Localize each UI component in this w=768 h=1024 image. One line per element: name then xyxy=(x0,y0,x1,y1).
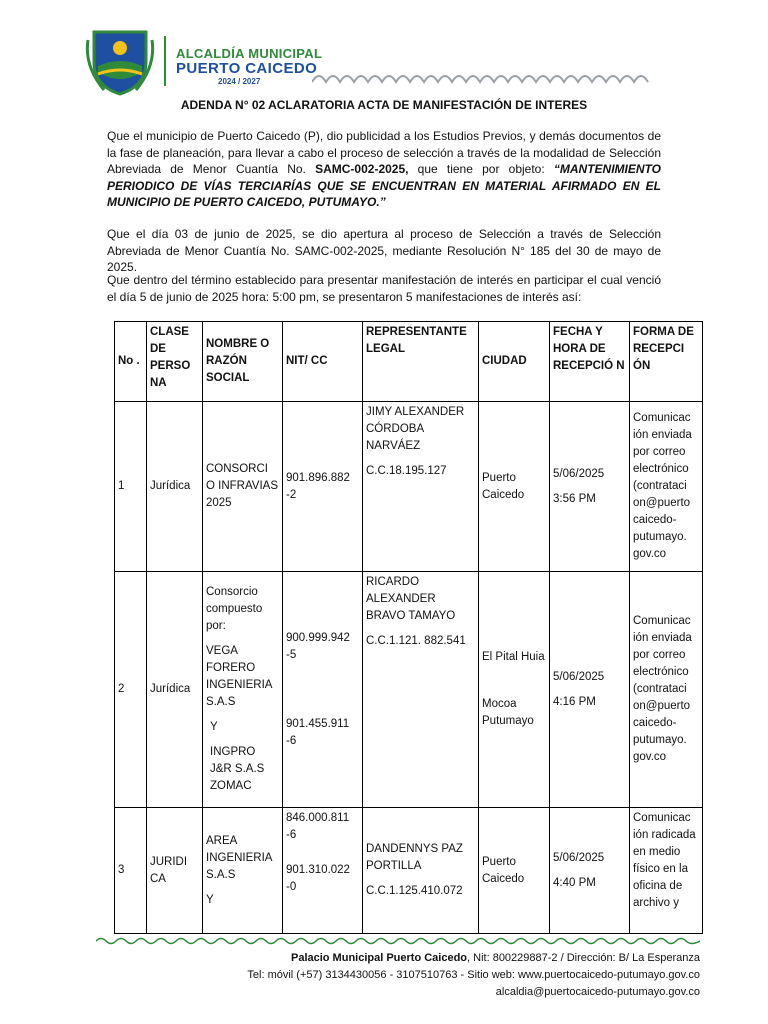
rep-name: DANDENNYS PAZ PORTILLA xyxy=(366,843,463,872)
cell-forma: Comunicac ión enviada por correo electrónico (contrataci on@puerto caicedo-putumayo. gov.co xyxy=(630,572,703,808)
contract-object: “MANTENIMIENTO PERIODICO DE VÍAS TERCIARÍAS QUE SE ENCUENTRAN EN MATERIAL AFIRMADO EN EL MUNICIPIO DE PUERTO CAICEDO, PUTUMAYO.” xyxy=(107,162,661,209)
nit-line: 901.455.911 -6 xyxy=(286,717,350,747)
cell-ciudad xyxy=(479,808,550,934)
header-no: No . xyxy=(115,322,147,402)
cell-forma: Comunicac ión radicada en medio físico en la oficina de archivo y xyxy=(630,808,703,934)
cell-nit xyxy=(283,808,363,934)
document-title: ADENDA N° 02 ACLARATORIA ACTA DE MANIFESTACIÓN DE INTERES xyxy=(180,98,588,112)
header-nombre: NOMBRE O RAZÓN SOCIAL xyxy=(203,322,283,402)
cell-nombre xyxy=(203,572,283,808)
header-fecha: FECHA Y HORA DE RECEPCIÓ N xyxy=(550,322,630,402)
footer-email: alcaldia@puertocaicedo-putumayo.gov.co xyxy=(495,986,700,998)
cell-fecha xyxy=(550,572,630,808)
header-divider xyxy=(164,36,166,86)
cell-clase: Jurídica xyxy=(147,572,203,808)
nit-line: 901.310.022 -0 xyxy=(286,864,350,893)
nombre-line: INGPRO J&R S.A.S ZOMAC xyxy=(210,746,265,792)
cell-representante xyxy=(363,572,479,808)
cell-no: 3 xyxy=(115,808,147,934)
ciudad-line: Puerto Caicedo xyxy=(482,855,525,885)
table-row xyxy=(115,808,703,934)
footer-address xyxy=(291,952,700,964)
cell-representante xyxy=(363,808,479,934)
footer-contact: Tel: móvil (+57) 3134430056 - 3107510763 - Sitio web: www.puertocaicedo-putumayo.gov.co xyxy=(247,969,700,981)
org-period: 2024 / 2027 xyxy=(218,77,261,86)
paragraph-1-pre: Que el municipio de Puerto Caicedo (P), dio publicidad a los Estudios Previos, y demás documentos de la fase de planeación, para llevar a cabo el proceso de selección a través de la modalidad de Selección Abreviada de Menor Cuantía No. xyxy=(107,129,661,176)
header-ciudad: CIUDAD xyxy=(479,322,550,402)
ciudad-line: Puerto Caicedo xyxy=(482,471,525,501)
table-row xyxy=(115,402,703,572)
nombre-line: Y xyxy=(206,893,214,906)
footer-decorative-line xyxy=(96,936,700,946)
nombre-line: Y xyxy=(210,721,218,733)
nit-line: 846.000.811 -6 xyxy=(286,812,350,841)
nit-line: 901.896.882 -2 xyxy=(286,471,350,501)
cell-fecha xyxy=(550,808,630,934)
fecha-date: 5/06/2025 xyxy=(553,851,605,864)
nombre-line: VEGA FORERO INGENIERIA S.A.S xyxy=(206,645,272,708)
cell-clase: JURIDI CA xyxy=(147,808,203,934)
fecha-time: 4:40 PM xyxy=(553,876,596,889)
cell-forma: Comunicac ión enviada por correo electrónico (contrataci on@puerto caicedo-putumayo. gov.co xyxy=(630,402,703,572)
paragraph-1 xyxy=(107,128,661,211)
footer-palace: Palacio Municipal Puerto Caicedo xyxy=(290,952,468,964)
header-nit: NIT/ CC xyxy=(283,322,363,402)
header-clase: CLASE DE PERSO NA xyxy=(147,322,203,402)
nit-line: 900.999.942 -5 xyxy=(286,631,350,661)
org-line-2: PUERTO CAICEDO xyxy=(176,60,318,77)
cell-nit xyxy=(283,402,363,572)
decorative-wave-line xyxy=(312,70,652,86)
cell-nombre xyxy=(203,808,283,934)
ciudad-line: Mocoa Putumayo xyxy=(482,698,534,727)
paragraph-3: Que dentro del término establecido para presentar manifestación de interés en participar el cual venció el día 5 de junio de 2025 hora: 5:00 pm, se presentaron 5 manifestaciones de interés así: xyxy=(107,273,661,304)
footer-address-rest: , Nit: 800229887-2 / Dirección: B/ La Esperanza xyxy=(467,952,700,964)
rep-cc: C.C.1.125.410.072 xyxy=(366,885,463,897)
paragraph-1-mid: que tiene por objeto: xyxy=(408,162,554,176)
cell-no: 1 xyxy=(115,402,147,572)
fecha-time: 4:16 PM xyxy=(553,695,596,708)
process-number: SAMC-002-2025, xyxy=(315,162,409,176)
ciudad-line: El Pital Huia xyxy=(482,651,545,663)
cell-fecha xyxy=(550,402,630,572)
cell-clase: Jurídica xyxy=(147,402,203,572)
rep-name: JIMY ALEXANDER CÓRDOBA NARVÁEZ xyxy=(366,406,465,452)
fecha-date: 5/06/2025 xyxy=(553,670,605,683)
nombre-line: CONSORCI O INFRAVIAS 2025 xyxy=(206,463,278,509)
rep-name: RICARDO ALEXANDER BRAVO TAMAYO xyxy=(366,576,456,622)
manifestations-table xyxy=(114,321,703,934)
cell-ciudad xyxy=(479,572,550,808)
rep-cc: C.C.18.195.127 xyxy=(366,465,447,477)
fecha-time: 3:56 PM xyxy=(553,492,596,505)
nombre-line: Consorcio compuesto por: xyxy=(206,586,263,632)
header-representante: REPRESENTANTE LEGAL xyxy=(363,322,479,402)
table-header-row xyxy=(115,322,703,402)
cell-no: 2 xyxy=(115,572,147,808)
rep-cc: C.C.1.121. 882.541 xyxy=(366,635,466,647)
cell-nombre xyxy=(203,402,283,572)
cell-representante xyxy=(363,402,479,572)
fecha-date: 5/06/2025 xyxy=(553,467,605,480)
paragraph-2: Que el día 03 de junio de 2025, se dio apertura al proceso de Selección a través de Selección Abreviada de Menor Cuantía No. SAMC-002-2025, mediante Resolución N° 185 del 30 de mayo de 2025. xyxy=(107,227,661,274)
org-line-1: ALCALDÍA MUNICIPAL xyxy=(176,46,323,61)
municipal-seal-logo xyxy=(84,26,156,96)
cell-ciudad xyxy=(479,402,550,572)
nombre-line: AREA INGENIERIA S.A.S xyxy=(206,834,272,881)
header-forma: FORMA DE RECEPCI ÓN xyxy=(630,322,703,402)
table-row xyxy=(115,572,703,808)
letterhead xyxy=(84,26,684,96)
cell-nit xyxy=(283,572,363,808)
